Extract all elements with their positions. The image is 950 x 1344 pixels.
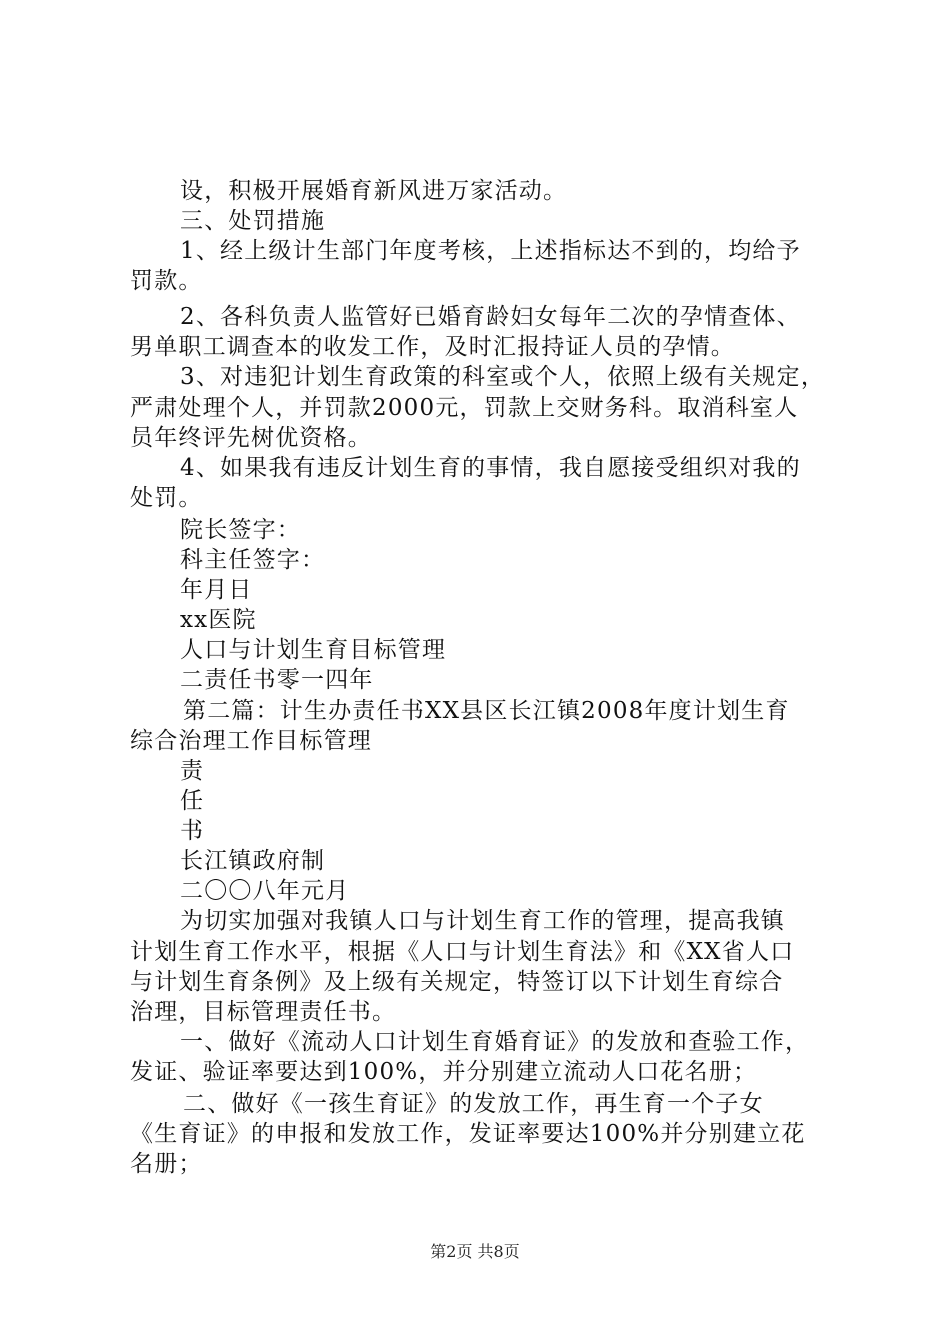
section-heading-penalties: 三、处罚措施 xyxy=(180,208,326,234)
text-line-10: 4、如果我有违反计划生育的事情，我自愿接受组织对我的 xyxy=(180,455,801,481)
title-char-1: 责 xyxy=(180,758,205,784)
text-line-9: 员年终评先树优资格。 xyxy=(130,425,372,451)
text-line-19: 综合治理工作目标管理 xyxy=(130,728,372,754)
signature-date: 年月日 xyxy=(180,577,253,603)
title-char-2: 任 xyxy=(180,788,205,814)
text-line-16: 人口与计划生育目标管理 xyxy=(180,637,447,663)
hospital-name: xx医院 xyxy=(180,607,257,633)
signature-director: 院长签字： xyxy=(180,517,301,543)
text-line-5: 2、各科负责人监管好已婚育龄妇女每年二次的孕情查体、 xyxy=(180,304,801,330)
issuer-name: 长江镇政府制 xyxy=(180,848,326,874)
text-line-31: 二、做好《一孩生育证》的发放工作，再生育一个子女 xyxy=(183,1091,764,1117)
text-line-4: 罚款。 xyxy=(130,268,203,294)
text-line-32: 《生育证》的申报和发放工作，发证率要达100%并分别建立花 xyxy=(130,1121,806,1147)
text-line-27: 与计划生育条例》及上级有关规定，特签订以下计划生育综合 xyxy=(130,969,784,995)
section-title-part-two: 第二篇：计生办责任书XX县区长江镇2008年度计划生育 xyxy=(183,698,790,724)
text-line-6: 男单职工调查本的收发工作，及时汇报持证人员的孕情。 xyxy=(130,334,735,360)
title-char-3: 书 xyxy=(180,818,205,844)
text-line-28: 治理，目标管理责任书。 xyxy=(130,999,397,1025)
text-line-11: 处罚。 xyxy=(130,485,203,511)
text-line-26: 计划生育工作水平，根据《人口与计划生育法》和《XX省人口 xyxy=(130,939,795,965)
text-line-1: 设，积极开展婚育新风进万家活动。 xyxy=(180,178,568,204)
text-line-7: 3、对违犯计划生育政策的科室或个人，依照上级有关规定， xyxy=(180,364,826,390)
page-number-footer: 第2页 共8页 xyxy=(430,1242,520,1261)
issue-date: 二〇〇八年元月 xyxy=(180,878,350,904)
text-line-29: 一、做好《流动人口计划生育婚育证》的发放和查验工作， xyxy=(180,1029,810,1055)
text-line-33: 名册； xyxy=(130,1151,203,1177)
text-line-17: 二责任书零一四年 xyxy=(180,667,374,693)
text-line-25: 为切实加强对我镇人口与计划生育工作的管理，提高我镇 xyxy=(180,908,785,934)
text-line-30: 发证、验证率要达到100%，并分别建立流动人口花名册； xyxy=(130,1059,758,1085)
text-line-8: 严肃处理个人，并罚款2000元，罚款上交财务科。取消科室人 xyxy=(130,395,799,421)
signature-department-head: 科主任签字： xyxy=(180,547,326,573)
text-line-3: 1、经上级计生部门年度考核，上述指标达不到的，均给予 xyxy=(180,238,801,264)
